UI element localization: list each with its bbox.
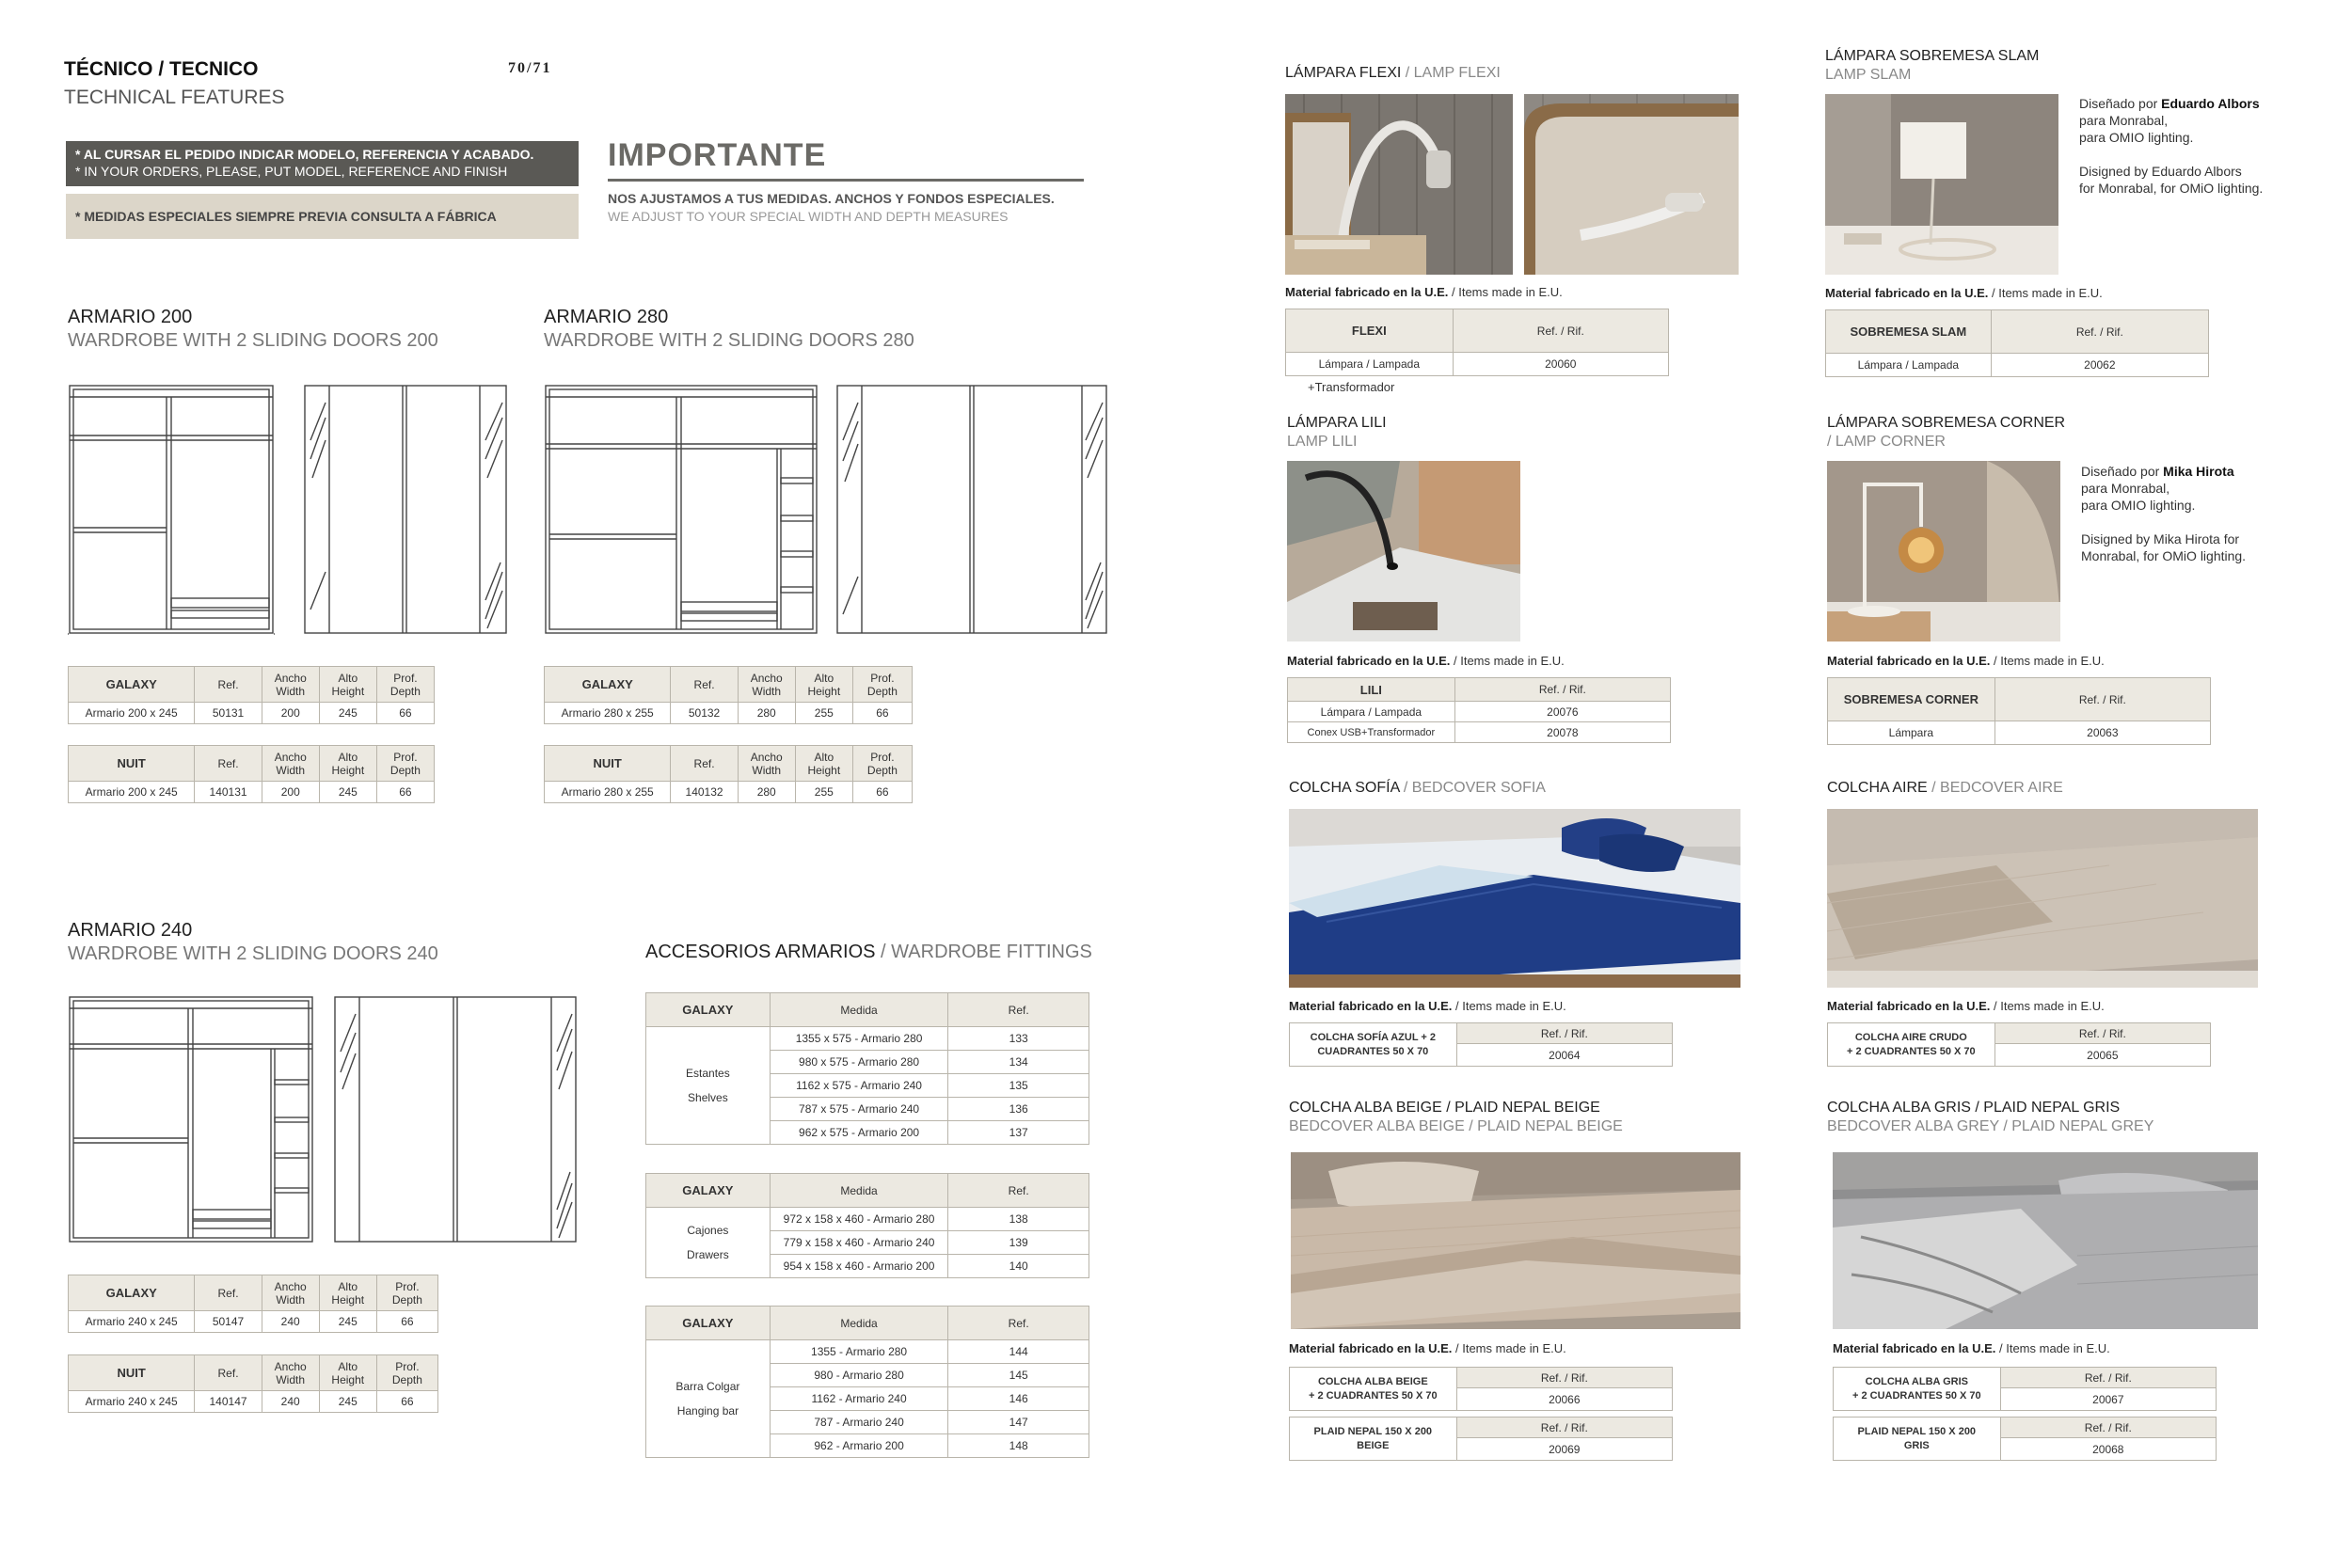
armario240-doors-drawing	[333, 995, 578, 1245]
product-cell: Lámpara	[1828, 721, 1995, 745]
product-cell: COLCHA ALBA BEIGE + 2 CUADRANTES 50 X 70	[1290, 1368, 1457, 1411]
nepal-gris-table	[1833, 1417, 2217, 1461]
width-cell: 200	[262, 703, 319, 724]
importante-title: IMPORTANTE	[608, 137, 827, 173]
height-header: Alto Height	[319, 746, 376, 782]
medida-cell: 962 x 575 - Armario 200	[770, 1121, 948, 1145]
ref-cell: 136	[948, 1098, 1089, 1121]
ref-header: Ref. / Rif.	[2000, 1368, 2216, 1388]
corner-photo	[1827, 461, 2060, 641]
medida-header: Medida	[770, 993, 948, 1027]
height-cell: 245	[319, 1391, 376, 1413]
depth-cell: 66	[376, 703, 434, 724]
page-numbers: 70/71	[508, 60, 552, 76]
special-measures-text: * MEDIDAS ESPECIALES SIEMPRE PREVIA CONSULTA A FÁBRICA	[75, 209, 497, 224]
brand-cell: GALAXY	[646, 1174, 771, 1208]
ref-cell: 140132	[671, 782, 738, 803]
depth-cell: 66	[376, 782, 434, 803]
ref-cell: 50131	[195, 703, 262, 724]
model-cell: Armario 240 x 245	[69, 1311, 195, 1333]
ref-header: Ref.	[671, 746, 738, 782]
armario280-title: ARMARIO 280	[544, 307, 669, 327]
ref-cell: 20065	[1994, 1044, 2210, 1067]
importante-es: NOS AJUSTAMOS A TUS MEDIDAS. ANCHOS Y FONDOS ESPECIALES.	[608, 191, 1055, 206]
height-cell: 255	[795, 782, 852, 803]
lili-material-note: Material fabricado en la U.E. / Items made in E.U.	[1287, 654, 1565, 668]
armario280-interior-drawing	[544, 384, 818, 635]
ref-header: Ref. / Rif.	[1453, 309, 1668, 353]
armario200-title: ARMARIO 200	[68, 307, 193, 327]
height-cell: 245	[319, 782, 376, 803]
alba-gris-subtitle: BEDCOVER ALBA GREY / PLAID NEPAL GREY	[1827, 1118, 2154, 1134]
depth-header: Prof. Depth	[852, 746, 912, 782]
accesorios-barra-table	[645, 1306, 1089, 1458]
product-cell: Lámpara / Lampada	[1288, 702, 1455, 722]
ref-header: Ref. / Rif.	[1456, 1418, 1672, 1438]
medida-cell: 787 x 575 - Armario 240	[770, 1098, 948, 1121]
aire-title: COLCHA AIRE / BEDCOVER AIRE	[1827, 780, 2063, 796]
ref-header: Ref.	[948, 1174, 1089, 1208]
product-header: SOBREMESA CORNER	[1828, 678, 1995, 721]
page-title: TÉCNICO / TECNICO	[64, 58, 259, 80]
brand-cell: GALAXY	[69, 1275, 195, 1311]
corner-material-note: Material fabricado en la U.E. / Items made in E.U.	[1827, 654, 2105, 668]
width-cell: 200	[262, 782, 319, 803]
corner-description: Diseñado por Mika Hirota para Monrabal, para OMIO lighting. Disigned by Mika Hirota for Monrabal, for OMiO lighting.	[2081, 464, 2247, 563]
medida-cell: 787 - Armario 240	[770, 1411, 948, 1434]
ref-cell: 148	[948, 1434, 1089, 1458]
ref-cell: 20068	[2000, 1438, 2216, 1461]
ref-cell: 140	[948, 1255, 1089, 1278]
depth-cell: 66	[376, 1391, 437, 1413]
medida-cell: 980 - Armario 280	[770, 1364, 948, 1387]
aire-material-note: Material fabricado en la U.E. / Items made in E.U.	[1827, 999, 2105, 1013]
armario240-subtitle: WARDROBE WITH 2 SLIDING DOORS 240	[68, 943, 438, 964]
ref-cell: 20060	[1453, 353, 1668, 376]
armario280-subtitle: WARDROBE WITH 2 SLIDING DOORS 280	[544, 330, 914, 351]
depth-cell: 66	[852, 703, 912, 724]
armario240-interior-drawing	[68, 995, 314, 1245]
product-header: LILI	[1288, 678, 1455, 702]
alba-beige-subtitle: BEDCOVER ALBA BEIGE / PLAID NEPAL BEIGE	[1289, 1118, 1623, 1134]
width-header: Ancho Width	[262, 1355, 319, 1391]
medida-cell: 779 x 158 x 460 - Armario 240	[770, 1231, 948, 1255]
armario240-title: ARMARIO 240	[68, 920, 193, 941]
width-cell: 240	[262, 1311, 319, 1333]
ref-cell: 133	[948, 1027, 1089, 1051]
flexi-material-note: Material fabricado en la U.E. / Items made in E.U.	[1285, 285, 1563, 299]
alba-beige-table	[1289, 1367, 1673, 1411]
order-notice-es: * AL CURSAR EL PEDIDO INDICAR MODELO, REFERENCIA Y ACABADO.	[75, 147, 534, 162]
slam-subtitle: LAMP SLAM	[1825, 67, 1912, 83]
product-cell: Conex USB+Transformador	[1288, 722, 1455, 743]
ref-header: Ref. / Rif.	[1994, 678, 2210, 721]
accesorios-cajones-table	[645, 1173, 1089, 1278]
medida-cell: 980 x 575 - Armario 280	[770, 1051, 948, 1074]
armario200-nuit-table	[68, 745, 435, 803]
sofia-title: COLCHA SOFÍA / BEDCOVER SOFIA	[1289, 780, 1546, 796]
ref-header: Ref. / Rif.	[1994, 1023, 2210, 1044]
sofia-photo	[1289, 809, 1740, 988]
ref-header: Ref. / Rif.	[2000, 1418, 2216, 1438]
brand-cell: NUIT	[69, 1355, 195, 1391]
height-header: Alto Height	[319, 1355, 376, 1391]
product-cell: PLAID NEPAL 150 X 200 GRIS	[1834, 1418, 2001, 1461]
ref-cell: 139	[948, 1231, 1089, 1255]
armario280-galaxy-table	[544, 666, 913, 724]
ref-cell: 140131	[195, 782, 262, 803]
brand-cell: GALAXY	[545, 667, 671, 703]
ref-cell: 135	[948, 1074, 1089, 1098]
corner-title: LÁMPARA SOBREMESA CORNER	[1827, 415, 2066, 431]
sofia-material-note: Material fabricado en la U.E. / Items made in E.U.	[1289, 999, 1566, 1013]
model-cell: Armario 280 x 255	[545, 782, 671, 803]
category-cell: Barra Colgar Hanging bar	[646, 1340, 771, 1458]
ref-header: Ref.	[195, 667, 262, 703]
product-cell: Lámpara / Lampada	[1826, 354, 1992, 377]
ref-cell: 20066	[1456, 1388, 1672, 1411]
ref-cell: 20076	[1454, 702, 1670, 722]
depth-header: Prof. Depth	[376, 1355, 437, 1391]
ref-cell: 138	[948, 1208, 1089, 1231]
product-header: SOBREMESA SLAM	[1826, 310, 1992, 354]
slam-title: LÁMPARA SOBREMESA SLAM	[1825, 48, 2040, 64]
ref-cell: 20062	[1991, 354, 2208, 377]
alba-gris-table	[1833, 1367, 2217, 1411]
height-cell: 245	[319, 703, 376, 724]
medida-cell: 972 x 158 x 460 - Armario 280	[770, 1208, 948, 1231]
depth-header: Prof. Depth	[376, 1275, 437, 1311]
depth-cell: 66	[376, 1311, 437, 1333]
width-cell: 280	[738, 703, 795, 724]
category-cell: Cajones Drawers	[646, 1208, 771, 1278]
armario240-nuit-table	[68, 1354, 438, 1413]
armario280-nuit-table	[544, 745, 913, 803]
ref-cell: 144	[948, 1340, 1089, 1364]
model-cell: Armario 200 x 245	[69, 703, 195, 724]
importante-en: WE ADJUST TO YOUR SPECIAL WIDTH AND DEPTH MEASURES	[608, 209, 1009, 224]
importante-divider	[608, 179, 1084, 182]
lili-photo	[1287, 461, 1520, 641]
alba-gris-material-note: Material fabricado en la U.E. / Items made in E.U.	[1833, 1341, 2110, 1355]
accesorios-title: ACCESORIOS ARMARIOS / WARDROBE FITTINGS	[645, 942, 1092, 962]
flexi-note: +Transformador	[1308, 380, 1395, 394]
lili-table	[1287, 677, 1671, 743]
brand-cell: NUIT	[69, 746, 195, 782]
accesorios-estantes-table	[645, 992, 1089, 1145]
product-header: FLEXI	[1286, 309, 1454, 353]
height-cell: 255	[795, 703, 852, 724]
brand-cell: GALAXY	[69, 667, 195, 703]
medida-cell: 962 - Armario 200	[770, 1434, 948, 1458]
lili-subtitle: LAMP LILI	[1287, 434, 1358, 450]
lili-title: LÁMPARA LILI	[1287, 415, 1387, 431]
width-header: Ancho Width	[738, 746, 795, 782]
ref-header: Ref.	[671, 667, 738, 703]
ref-cell: 50132	[671, 703, 738, 724]
alba-beige-material-note: Material fabricado en la U.E. / Items made in E.U.	[1289, 1341, 1566, 1355]
armario240-galaxy-table	[68, 1275, 438, 1333]
aire-photo	[1827, 809, 2258, 988]
alba-gris-photo	[1833, 1152, 2258, 1329]
order-notice	[66, 141, 579, 186]
ref-header: Ref.	[195, 1275, 262, 1311]
alba-gris-title: COLCHA ALBA GRIS / PLAID NEPAL GRIS	[1827, 1100, 2121, 1116]
ref-cell: 145	[948, 1364, 1089, 1387]
slam-description: Diseñado por Eduardo Albors para Monrabal, para OMIO lighting. Disigned by Eduardo Albors for Monrabal, for OMiO lighting.	[2079, 96, 2264, 196]
flexi-photo-1	[1285, 94, 1513, 275]
medida-cell: 1355 x 575 - Armario 280	[770, 1027, 948, 1051]
ref-cell: 134	[948, 1051, 1089, 1074]
slam-photo	[1825, 94, 2058, 275]
armario280-doors-drawing	[835, 384, 1108, 635]
special-measures-notice	[66, 194, 579, 239]
aire-table	[1827, 1022, 2211, 1067]
height-header: Alto Height	[319, 667, 376, 703]
width-header: Ancho Width	[738, 667, 795, 703]
slam-material-note: Material fabricado en la U.E. / Items made in E.U.	[1825, 286, 2103, 300]
model-cell: Armario 200 x 245	[69, 782, 195, 803]
ref-header: Ref.	[948, 993, 1089, 1027]
medida-cell: 954 x 158 x 460 - Armario 200	[770, 1255, 948, 1278]
ref-cell: 20078	[1454, 722, 1670, 743]
ref-header: Ref. / Rif.	[1454, 678, 1670, 702]
sofia-table	[1289, 1022, 1673, 1067]
depth-header: Prof. Depth	[376, 667, 434, 703]
depth-cell: 66	[852, 782, 912, 803]
model-cell: Armario 240 x 245	[69, 1391, 195, 1413]
ref-header: Ref.	[195, 1355, 262, 1391]
alba-beige-photo	[1291, 1152, 1740, 1329]
height-cell: 245	[319, 1311, 376, 1333]
product-cell: COLCHA AIRE CRUDO + 2 CUADRANTES 50 X 70	[1828, 1023, 1995, 1067]
medida-cell: 1162 x 575 - Armario 240	[770, 1074, 948, 1098]
alba-beige-title: COLCHA ALBA BEIGE / PLAID NEPAL BEIGE	[1289, 1100, 1600, 1116]
width-header: Ancho Width	[262, 667, 319, 703]
slam-table	[1825, 309, 2209, 377]
corner-table	[1827, 677, 2211, 745]
ref-cell: 146	[948, 1387, 1089, 1411]
flexi-table	[1285, 309, 1669, 376]
ref-cell: 20063	[1994, 721, 2210, 745]
order-notice-en: * IN YOUR ORDERS, PLEASE, PUT MODEL, REFERENCE AND FINISH	[75, 164, 508, 179]
ref-cell: 137	[948, 1121, 1089, 1145]
ref-cell: 20064	[1456, 1044, 1672, 1067]
depth-header: Prof. Depth	[376, 746, 434, 782]
armario200-galaxy-table	[68, 666, 435, 724]
ref-cell: 147	[948, 1411, 1089, 1434]
ref-cell: 20069	[1456, 1438, 1672, 1461]
product-cell: COLCHA SOFÍA AZUL + 2 CUADRANTES 50 X 70	[1290, 1023, 1457, 1067]
height-header: Alto Height	[319, 1275, 376, 1311]
height-header: Alto Height	[795, 667, 852, 703]
ref-header: Ref. / Rif.	[1456, 1023, 1672, 1044]
product-cell: PLAID NEPAL 150 X 200 BEIGE	[1290, 1418, 1457, 1461]
ref-header: Ref.	[948, 1307, 1089, 1340]
brand-cell: GALAXY	[646, 1307, 771, 1340]
ref-cell: 50147	[195, 1311, 262, 1333]
armario200-doors-drawing	[303, 384, 508, 635]
flexi-photo-2	[1524, 94, 1739, 275]
height-header: Alto Height	[795, 746, 852, 782]
nepal-beige-table	[1289, 1417, 1673, 1461]
category-cell: Estantes Shelves	[646, 1027, 771, 1145]
armario200-subtitle: WARDROBE WITH 2 SLIDING DOORS 200	[68, 330, 438, 351]
product-cell: COLCHA ALBA GRIS + 2 CUADRANTES 50 X 70	[1834, 1368, 2001, 1411]
width-header: Ancho Width	[262, 746, 319, 782]
brand-cell: NUIT	[545, 746, 671, 782]
ref-header: Ref.	[195, 746, 262, 782]
width-cell: 280	[738, 782, 795, 803]
ref-header: Ref. / Rif.	[1991, 310, 2208, 354]
flexi-title: LÁMPARA FLEXI / LAMP FLEXI	[1285, 65, 1501, 81]
page-subtitle: TECHNICAL FEATURES	[64, 87, 285, 108]
depth-header: Prof. Depth	[852, 667, 912, 703]
medida-header: Medida	[770, 1307, 948, 1340]
product-cell: Lámpara / Lampada	[1286, 353, 1454, 376]
model-cell: Armario 280 x 255	[545, 703, 671, 724]
ref-header: Ref. / Rif.	[1456, 1368, 1672, 1388]
medida-header: Medida	[770, 1174, 948, 1208]
ref-cell: 140147	[195, 1391, 262, 1413]
brand-cell: GALAXY	[646, 993, 771, 1027]
corner-subtitle: / LAMP CORNER	[1827, 434, 1946, 450]
ref-cell: 20067	[2000, 1388, 2216, 1411]
width-cell: 240	[262, 1391, 319, 1413]
medida-cell: 1355 - Armario 280	[770, 1340, 948, 1364]
armario200-interior-drawing	[68, 384, 275, 635]
width-header: Ancho Width	[262, 1275, 319, 1311]
medida-cell: 1162 - Armario 240	[770, 1387, 948, 1411]
